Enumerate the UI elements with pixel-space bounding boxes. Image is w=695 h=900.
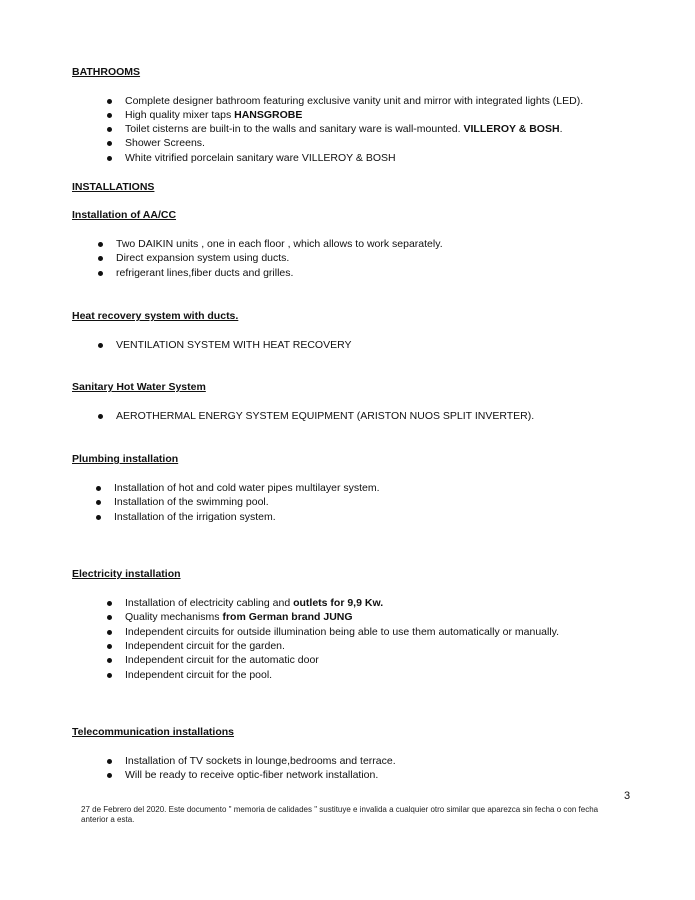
bullet-icon: [107, 773, 112, 778]
bullet-icon: [107, 615, 112, 620]
list-item-text: Toilet cisterns are built-in to the walls and sanitary ware is wall-mounted.: [125, 123, 464, 135]
list-item: [107, 610, 353, 624]
bullet-icon: [107, 113, 112, 118]
bullet-icon: [98, 414, 103, 419]
list-item-suffix: .: [559, 123, 563, 135]
footer-note: 27 de Febrero del 2020. Este documento " memoria de calidades " sustituye e invalida a cualquier otro similar que aparezca sin fecha o con fecha anterior a esta.: [81, 805, 599, 824]
list-item-text: Installation of the irrigation system.: [114, 511, 276, 523]
list-item: [98, 266, 293, 280]
list-item-text: Independent circuit for the automatic door: [125, 654, 319, 666]
list-item-text: Independent circuit for the pool.: [125, 669, 273, 681]
list-item: [107, 151, 396, 165]
bullet-icon: [107, 673, 112, 678]
list-item-text: Independent circuit for the garden.: [125, 640, 285, 652]
list-item-text: Direct expansion system using ducts.: [116, 252, 290, 264]
list-item-text: Shower Screens.: [125, 137, 205, 149]
list-item: [107, 122, 562, 136]
bullet-icon: [107, 141, 112, 146]
section-heading-bathrooms: BATHROOMS: [72, 66, 141, 78]
list-item: [98, 409, 534, 423]
bullet-icon: [107, 601, 112, 606]
list-item: [98, 338, 352, 352]
bullet-icon: [98, 256, 103, 261]
list-item-text: Two DAIKIN units , one in each floor , which allows to work separately.: [116, 238, 443, 250]
bullet-icon: [96, 515, 101, 520]
list-item: [107, 668, 272, 682]
list-item-text: Installation of electricity cabling and: [125, 597, 294, 609]
brand-name: VILLEROY & BOSH: [463, 123, 560, 135]
list-item: [98, 237, 443, 251]
list-item: [107, 94, 583, 108]
section-heading-plumbing: Plumbing installation: [72, 453, 179, 465]
bullet-icon: [98, 242, 103, 247]
bullet-icon: [107, 156, 112, 161]
list-item-text: Independent circuits for outside illumination being able to use them automatically or manually.: [125, 626, 560, 638]
list-item-text: AEROTHERMAL ENERGY SYSTEM EQUIPMENT (ARISTON NUOS SPLIT INVERTER).: [116, 410, 535, 422]
bullet-icon: [98, 343, 103, 348]
section-heading-telecom: Telecommunication installations: [72, 726, 235, 738]
section-heading-installations: INSTALLATIONS: [72, 181, 155, 193]
list-item-text: Will be ready to receive optic-fiber network installation.: [125, 769, 379, 781]
section-heading-aacc: Installation of AA/CC: [72, 209, 177, 221]
bullet-icon: [96, 500, 101, 505]
list-item-bold: from German brand JUNG: [222, 611, 353, 623]
section-heading-hot-water: Sanitary Hot Water System: [72, 381, 206, 393]
bullet-icon: [107, 759, 112, 764]
list-item: [107, 625, 559, 639]
list-item: [107, 639, 285, 653]
list-item-text: Installation of hot and cold water pipes multilayer system.: [114, 482, 380, 494]
bullet-icon: [98, 271, 103, 276]
bullet-icon: [107, 644, 112, 649]
list-item: [107, 653, 319, 667]
list-item: [98, 251, 289, 265]
list-item: [107, 768, 378, 782]
bullet-icon: [96, 486, 101, 491]
list-item-text: Complete designer bathroom featuring exclusive vanity unit and mirror with integrated lights (LED).: [125, 95, 584, 107]
list-item: [107, 136, 205, 150]
list-item: [96, 481, 380, 495]
list-item: [96, 495, 269, 509]
list-item-text: Quality mechanisms: [125, 611, 223, 623]
list-item-bold: outlets for 9,9 Kw.: [293, 597, 384, 609]
section-heading-heat-recovery: Heat recovery system with ducts.: [72, 310, 239, 322]
bullet-icon: [107, 127, 112, 132]
list-item-text: Installation of the swimming pool.: [114, 496, 269, 508]
bullet-icon: [107, 630, 112, 635]
list-item-text: VENTILATION SYSTEM WITH HEAT RECOVERY: [116, 339, 352, 351]
list-item-text: Installation of TV sockets in lounge,bedrooms and terrace.: [125, 755, 396, 767]
brand-name: HANSGROBE: [234, 109, 303, 121]
list-item-text: refrigerant lines,fiber ducts and grilles.: [116, 267, 294, 279]
list-item-text: High quality mixer taps: [125, 109, 235, 121]
section-heading-electricity: Electricity installation: [72, 568, 181, 580]
bullet-icon: [107, 99, 112, 104]
list-item: [107, 754, 396, 768]
list-item-text: White vitrified porcelain sanitary ware VILLEROY & BOSH: [125, 152, 396, 164]
list-item: [107, 596, 383, 610]
bullet-icon: [107, 658, 112, 663]
list-item: [96, 510, 276, 524]
page-number: 3: [624, 790, 631, 802]
list-item: [107, 108, 302, 122]
